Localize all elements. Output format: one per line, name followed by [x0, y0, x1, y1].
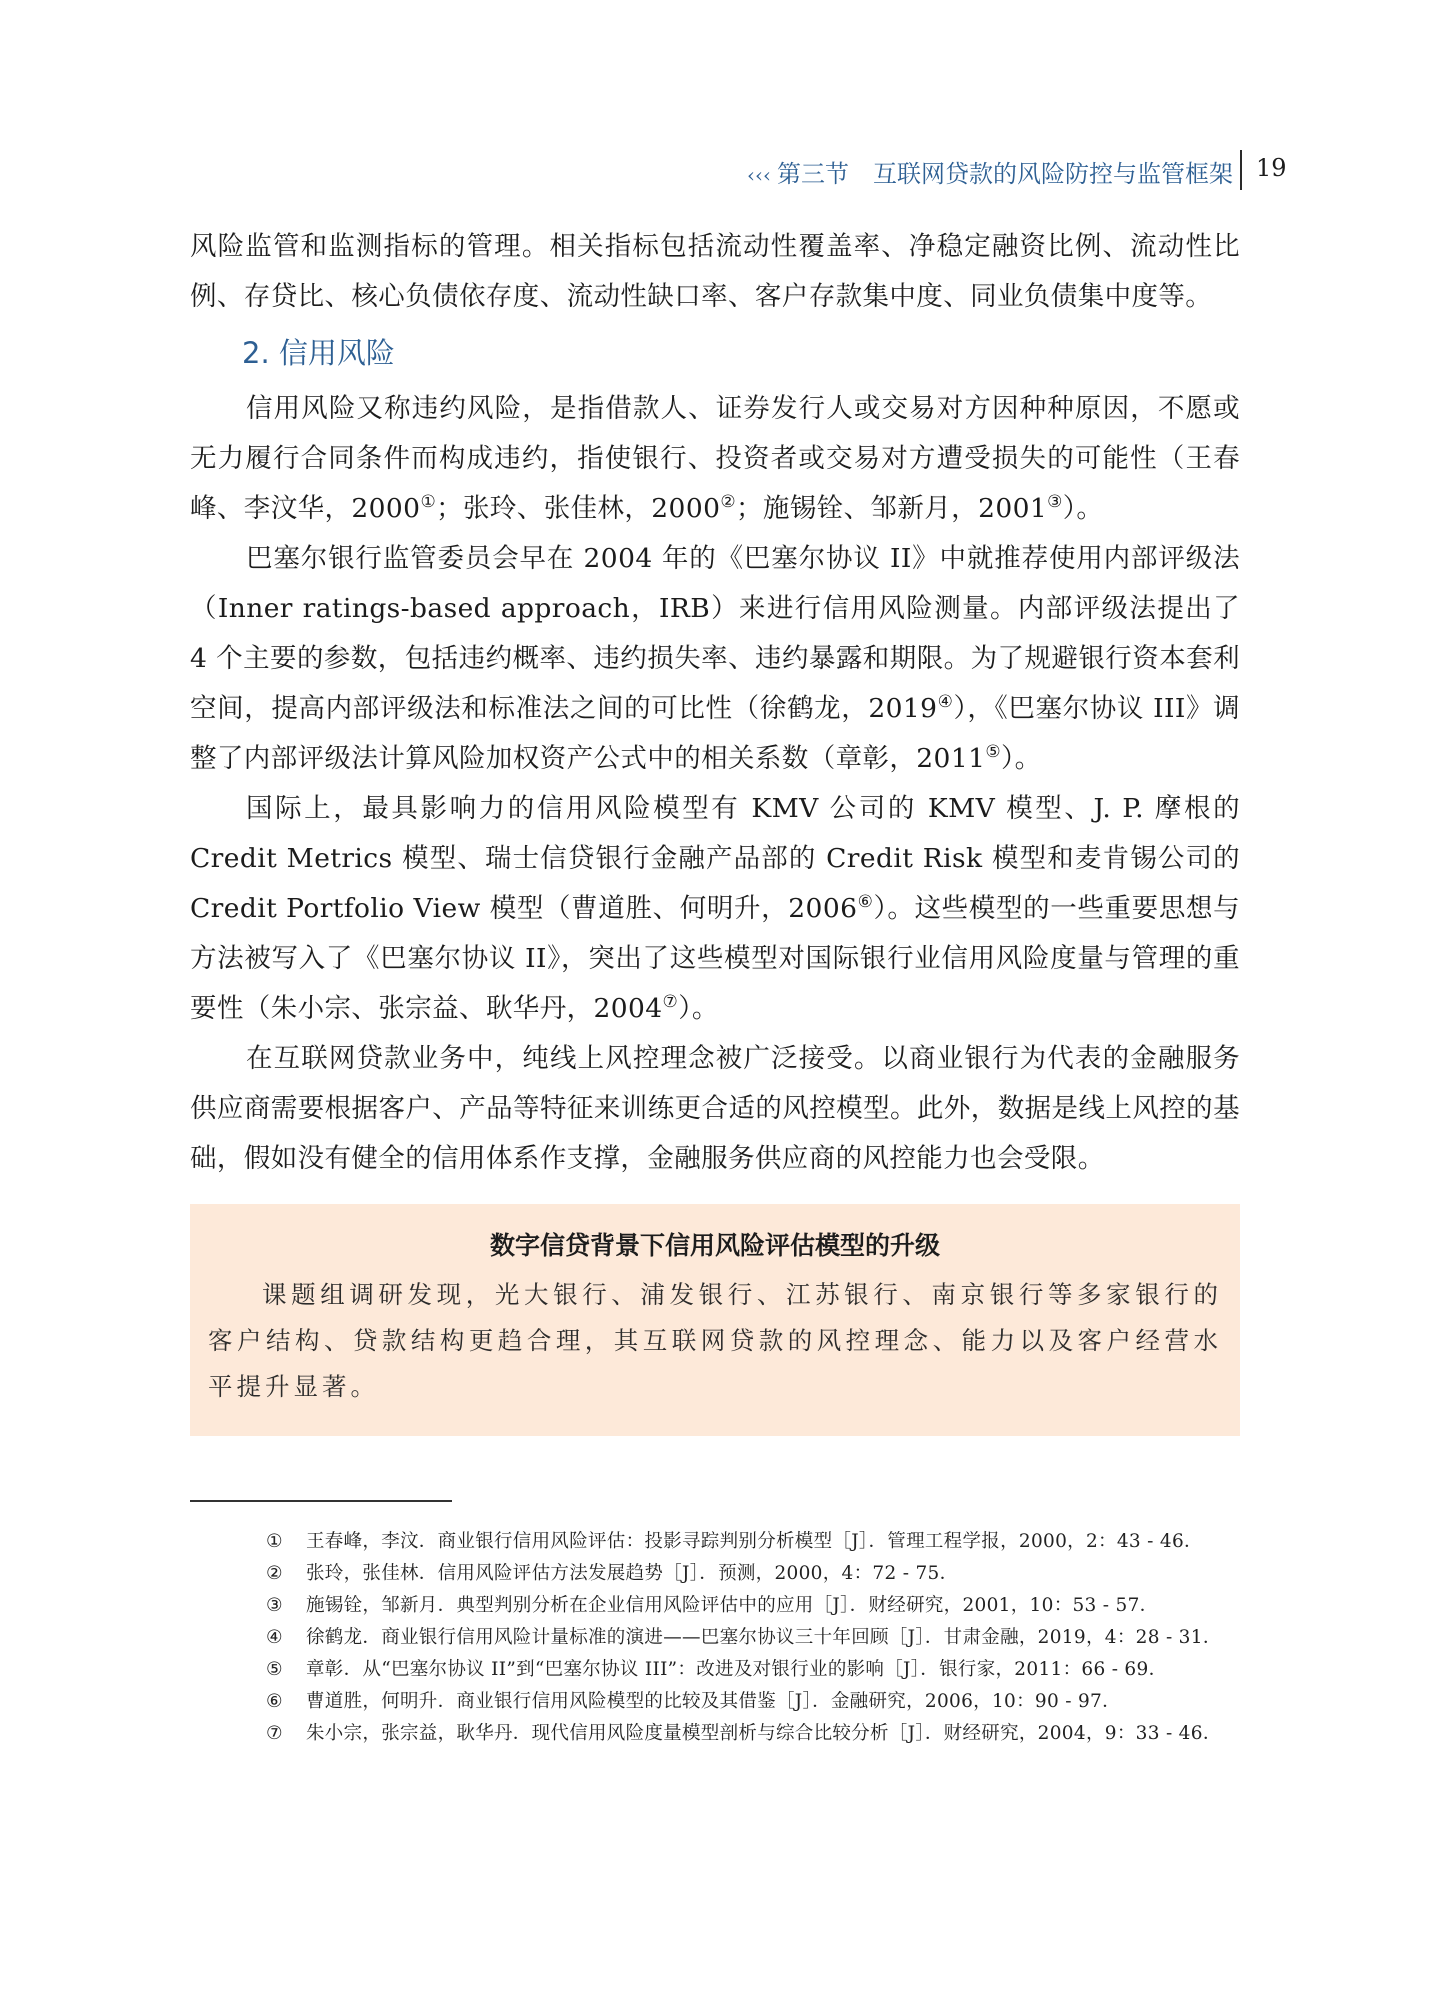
footnote-ref-7[interactable]: ⑦ [662, 992, 679, 1013]
footnote-item: ① 王春峰，李汶．商业银行信用风险评估：投影寻踪判别分析模型［J］．管理工程学报，2000，2：43 - 46． [190, 1526, 1240, 1558]
footnote-marker: ① [266, 1531, 283, 1552]
footnote-marker: ⑥ [266, 1691, 283, 1712]
footnote-ref-3[interactable]: ③ [1047, 492, 1063, 513]
body-paragraph-2: 信用风险又称违约风险，是指借款人、证券发行人或交易对方因种种原因，不愿或无力履行合同条件而构成违约，指使银行、投资者或交易对方遭受损失的可能性（王春峰、李汶华，2000①；张玲、张佳林，2000②；施锡铨、邹新月，2001③）。 [190, 393, 1240, 524]
callout-body: 课题组调研发现，光大银行、浦发银行、江苏银行、南京银行等多家银行的客户结构、贷款结构更趋合理，其互联网贷款的风控理念、能力以及客户经营水平提升显著。 [208, 1280, 1222, 1401]
header-title-text: 第三节 互联网贷款的风险防控与监管框架 [777, 160, 1233, 188]
footnote-ref-4[interactable]: ④ [937, 692, 954, 713]
footnote-marker: ② [266, 1563, 283, 1584]
header-divider [1240, 150, 1242, 190]
footnote-ref-6[interactable]: ⑥ [857, 892, 874, 913]
main-content [190, 222, 1240, 1436]
section-heading-credit-risk: 2. 信用风险 [242, 336, 395, 370]
footnote-divider [190, 1500, 452, 1502]
footnote-ref-2[interactable]: ② [720, 492, 736, 513]
body-paragraph-5: 在互联网贷款业务中，纯线上风控理念被广泛接受。以商业银行为代表的金融服务供应商需要根据客户、产品等特征来训练更合适的风控模型。此外，数据是线上风控的基础，假如没有健全的信用体系作支撑，金融服务供应商的风控能力也会受限。 [190, 1043, 1240, 1174]
footnote-item: ④ 徐鹤龙．商业银行信用风险计量标准的演进——巴塞尔协议三十年回顾［J］．甘肃金融，2019，4：28 - 31． [190, 1622, 1240, 1654]
footnote-marker: ③ [266, 1595, 283, 1616]
footnote-ref-5[interactable]: ⑤ [985, 742, 1001, 763]
footnote-marker: ④ [266, 1627, 283, 1648]
footnote-marker: ⑦ [266, 1723, 283, 1744]
callout-title: 数字信贷背景下信用风险评估模型的升级 [489, 1231, 940, 1260]
footnote-item: ⑥ 曹道胜，何明升．商业银行信用风险模型的比较及其借鉴［J］．金融研究，2006，10：90 - 97． [190, 1686, 1240, 1718]
footnote-item: ② 张玲，张佳林．信用风险评估方法发展趋势［J］．预测，2000，4：72 - 75． [190, 1558, 1240, 1590]
body-paragraph-4: 国际上，最具影响力的信用风险模型有 KMV 公司的 KMV 模型、J. P. 摩根的 Credit Metrics 模型、瑞士信贷银行金融产品部的 Credit Risk 模型和麦肯锡公司的 Credit Portfolio View 模型（曹道胜、何明升，2006⑥）。这些模型的一些重要思想与方法被写入了《巴塞尔协议 II》，突出了这些模型对国际银行业信用风险度量与管理的重要性（朱小宗、张宗益、耿华丹，2004⑦）。 [190, 793, 1241, 1024]
footnote-ref-1[interactable]: ① [420, 492, 437, 513]
footnote-item: ⑦ 朱小宗，张宗益，耿华丹．现代信用风险度量模型剖析与综合比较分析［J］．财经研究，2004，9：33 - 46． [190, 1718, 1240, 1750]
header-marker: ‹‹‹ [747, 163, 771, 187]
page-number: 19 [1256, 154, 1287, 182]
footnote-item: ③ 施锡铨，邹新月．典型判别分析在企业信用风险评估中的应用［J］．财经研究，2001，10：53 - 57． [190, 1590, 1240, 1622]
body-paragraph-1: 风险监管和监测指标的管理。相关指标包括流动性覆盖率、净稳定融资比例、流动性比例、存贷比、核心负债依存度、流动性缺口率、客户存款集中度、同业负债集中度等。 [190, 231, 1240, 312]
footnote-item: ⑤ 章彰．从“巴塞尔协议 II”到“巴塞尔协议 III”：改进及对银行业的影响［J］．银行家，2011：66 - 69． [190, 1654, 1240, 1686]
header-section-title [747, 154, 1233, 189]
footnotes [190, 1526, 1240, 1750]
footnote-marker: ⑤ [266, 1659, 283, 1680]
running-header [0, 150, 1443, 200]
body-paragraph-3: 巴塞尔银行监管委员会早在 2004 年的《巴塞尔协议 II》中就推荐使用内部评级法（Inner ratings-based approach，IRB）来进行信用风险测量。内部评级法提出了 4 个主要的参数，包括违约概率、违约损失率、违约暴露和期限。为了规避银行资本套利空间，提高内部评级法和标准法之间的可比性（徐鹤龙，2019④），《巴塞尔协议 III》调整了内部评级法计算风险加权资产公式中的相关系数（章彰，2011⑤）。 [190, 543, 1240, 774]
callout-box [190, 1204, 1240, 1436]
